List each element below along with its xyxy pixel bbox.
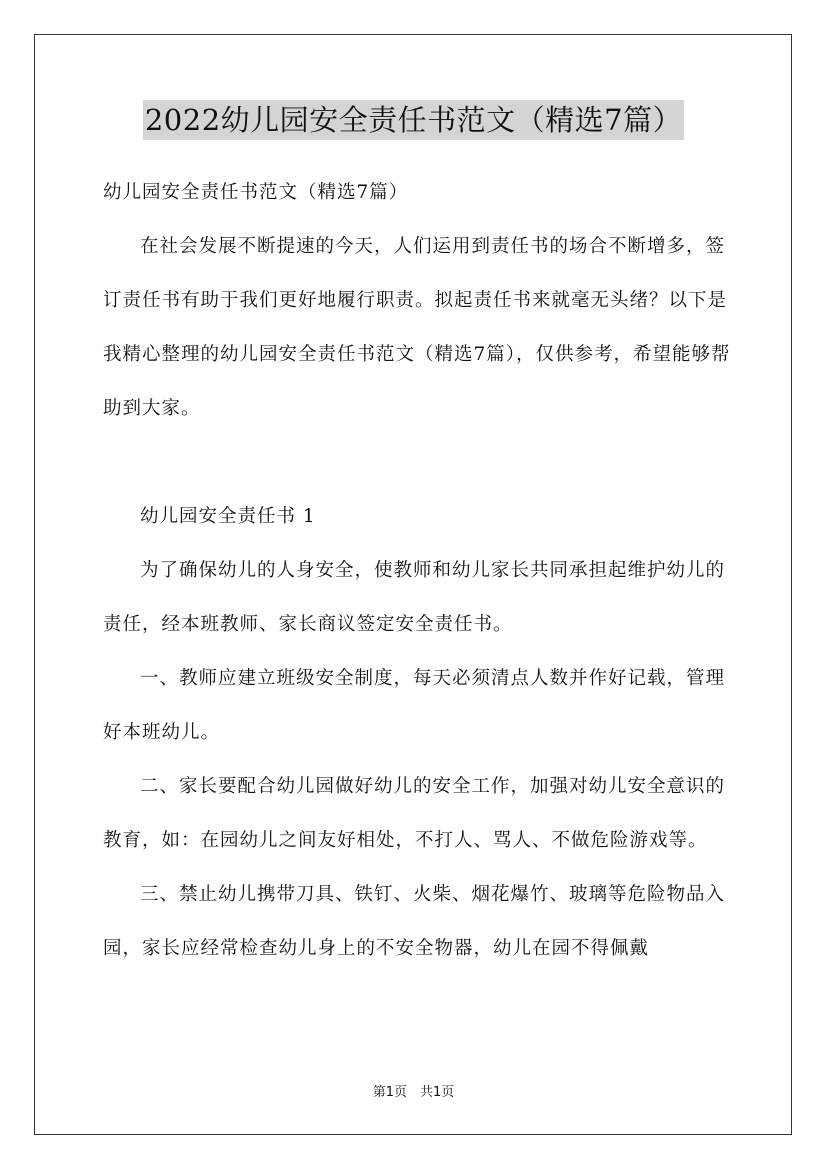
page-footer — [0, 1084, 827, 1102]
paragraph-4: 三、禁止幼儿携带刀具、铁钉、火柴、烟花爆竹、玻璃等危险物品入园，家长应经常检查幼儿身上的不安全物器，幼儿在园不得佩戴 — [103, 884, 726, 959]
document-subtitle: 幼儿园安全责任书范文（精选7篇） — [103, 182, 409, 203]
paragraph-3: 二、家长要配合幼儿园做好幼儿的安全工作，加强对幼儿安全意识的教育，如：在园幼儿之间友好相处，不打人、骂人、不做危险游戏等。 — [103, 776, 726, 851]
document-body — [103, 166, 743, 976]
document-title-wrap — [0, 100, 827, 140]
paragraph-2: 一、教师应建立班级安全制度，每天必须清点人数并作好记载，管理好本班幼儿。 — [103, 668, 726, 743]
page-number: 第1页 共1页 — [372, 1085, 455, 1100]
blank-line — [103, 436, 743, 490]
document-title: 2022幼儿园安全责任书范文（精选7篇） — [143, 100, 684, 140]
intro-paragraph: 在社会发展不断提速的今天，人们运用到责任书的场合不断增多，签订责任书有助于我们更好地履行职责。拟起责任书来就毫无头绪？以下是我精心整理的幼儿园安全责任书范文（精选7篇），仅供参考，希望能够帮助到大家。 — [103, 236, 731, 419]
section-heading: 幼儿园安全责任书 1 — [140, 506, 316, 527]
paragraph-1: 为了确保幼儿的人身安全，使教师和幼儿家长共同承担起维护幼儿的责任，经本班教师、家长商议签定安全责任书。 — [103, 560, 726, 635]
